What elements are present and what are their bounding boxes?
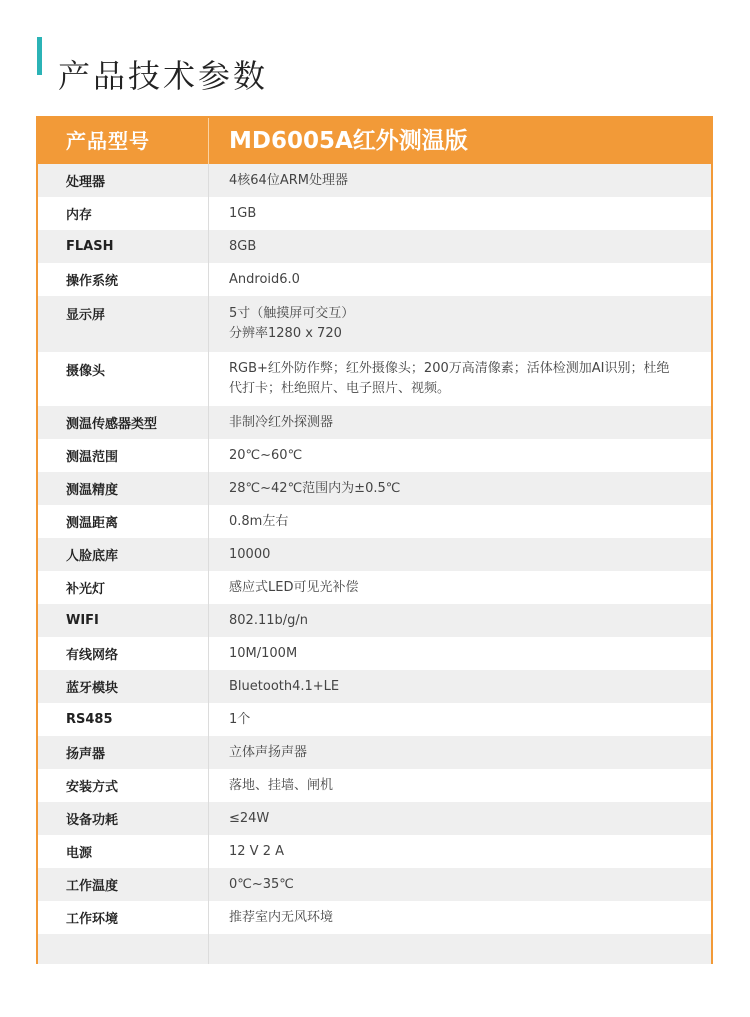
row-value: 立体声扬声器: [229, 744, 308, 760]
row-key: 摄像头: [66, 364, 106, 379]
row-value: 0.8m左右: [229, 513, 289, 529]
table-row: [38, 802, 711, 835]
row-key: 设备功耗: [66, 813, 119, 828]
table-row: [38, 868, 711, 901]
row-value: 20℃~60℃: [229, 447, 303, 463]
table-row: [38, 637, 711, 670]
spec-header: [38, 118, 711, 164]
row-value: Bluetooth4.1+LE: [229, 678, 340, 694]
row-key: WIFI: [66, 613, 99, 628]
row-value: RGB+红外防作弊；红外摄像头；200万高清像素；活体检测加AI识别；杜绝: [229, 361, 670, 376]
table-row: [38, 296, 711, 352]
row-value: 非制冷红外探测器: [229, 414, 334, 430]
table-row: [38, 472, 711, 505]
row-value: 10M/100M: [229, 645, 298, 661]
row-value-line2: 分辨率1280 x 720: [229, 326, 342, 341]
row-value: ≤24W: [229, 810, 270, 826]
header-key: 产品型号: [66, 129, 150, 153]
row-key: 工作温度: [66, 879, 119, 894]
row-value: 12 V 2 A: [229, 843, 284, 859]
spec-table: [36, 116, 713, 964]
row-value: 28℃~42℃范围内为±0.5℃: [229, 480, 401, 496]
table-row: [38, 164, 711, 197]
table-row: [38, 505, 711, 538]
row-key: 补光灯: [66, 582, 106, 597]
row-key: 扬声器: [66, 747, 106, 762]
row-value-line2: 代打卡；杜绝照片、电子照片、视频。: [229, 381, 451, 396]
table-row: [38, 703, 711, 736]
empty-row: [38, 934, 711, 964]
row-value: 1个: [229, 711, 251, 727]
row-key: 工作环境: [66, 912, 119, 927]
table-row: [38, 230, 711, 263]
table-row: [38, 736, 711, 769]
row-value: 8GB: [229, 238, 257, 254]
table-row: [38, 406, 711, 439]
table-row: [38, 571, 711, 604]
row-value: 0℃~35℃: [229, 876, 294, 892]
row-value: 1GB: [229, 205, 257, 221]
row-key: 内存: [66, 208, 93, 223]
row-key: 人脸底库: [66, 549, 119, 564]
row-value: 感应式LED可见光补偿: [229, 579, 359, 595]
spec-rows: [38, 164, 711, 964]
table-row: [38, 901, 711, 934]
table-row: [38, 769, 711, 802]
row-value: 802.11b/g/n: [229, 612, 308, 628]
row-key: 安装方式: [66, 780, 119, 795]
table-row: [38, 352, 711, 406]
table-row: [38, 197, 711, 230]
row-key: 测温传感器类型: [66, 417, 158, 432]
row-key: 操作系统: [66, 274, 119, 289]
row-key: 电源: [66, 846, 93, 861]
row-value: 10000: [229, 546, 271, 562]
row-value: 推荐室内无风环境: [229, 909, 334, 925]
row-key: 蓝牙模块: [66, 681, 119, 696]
row-key: 测温距离: [66, 516, 119, 531]
row-value: Android6.0: [229, 271, 300, 287]
row-key: 测温精度: [66, 483, 119, 498]
row-key: 有线网络: [66, 648, 119, 663]
table-row: [38, 263, 711, 296]
row-key: RS485: [66, 712, 113, 727]
page-title: 产品技术参数: [58, 57, 269, 96]
table-row: [38, 835, 711, 868]
row-value: 5寸（触摸屏可交互）: [229, 306, 355, 321]
row-key: 显示屏: [66, 308, 106, 323]
row-key: 处理器: [66, 175, 106, 190]
table-row: [38, 604, 711, 637]
row-key: FLASH: [66, 239, 114, 254]
header-value: MD6005A红外测温版: [208, 118, 711, 164]
row-value: 落地、挂墙、闸机: [229, 777, 334, 793]
table-row: [38, 439, 711, 472]
table-row: [38, 538, 711, 571]
table-row: [38, 670, 711, 703]
row-value: 4核64位ARM处理器: [229, 172, 348, 188]
row-key: 测温范围: [66, 450, 119, 465]
title-accent-bar: [37, 37, 42, 75]
